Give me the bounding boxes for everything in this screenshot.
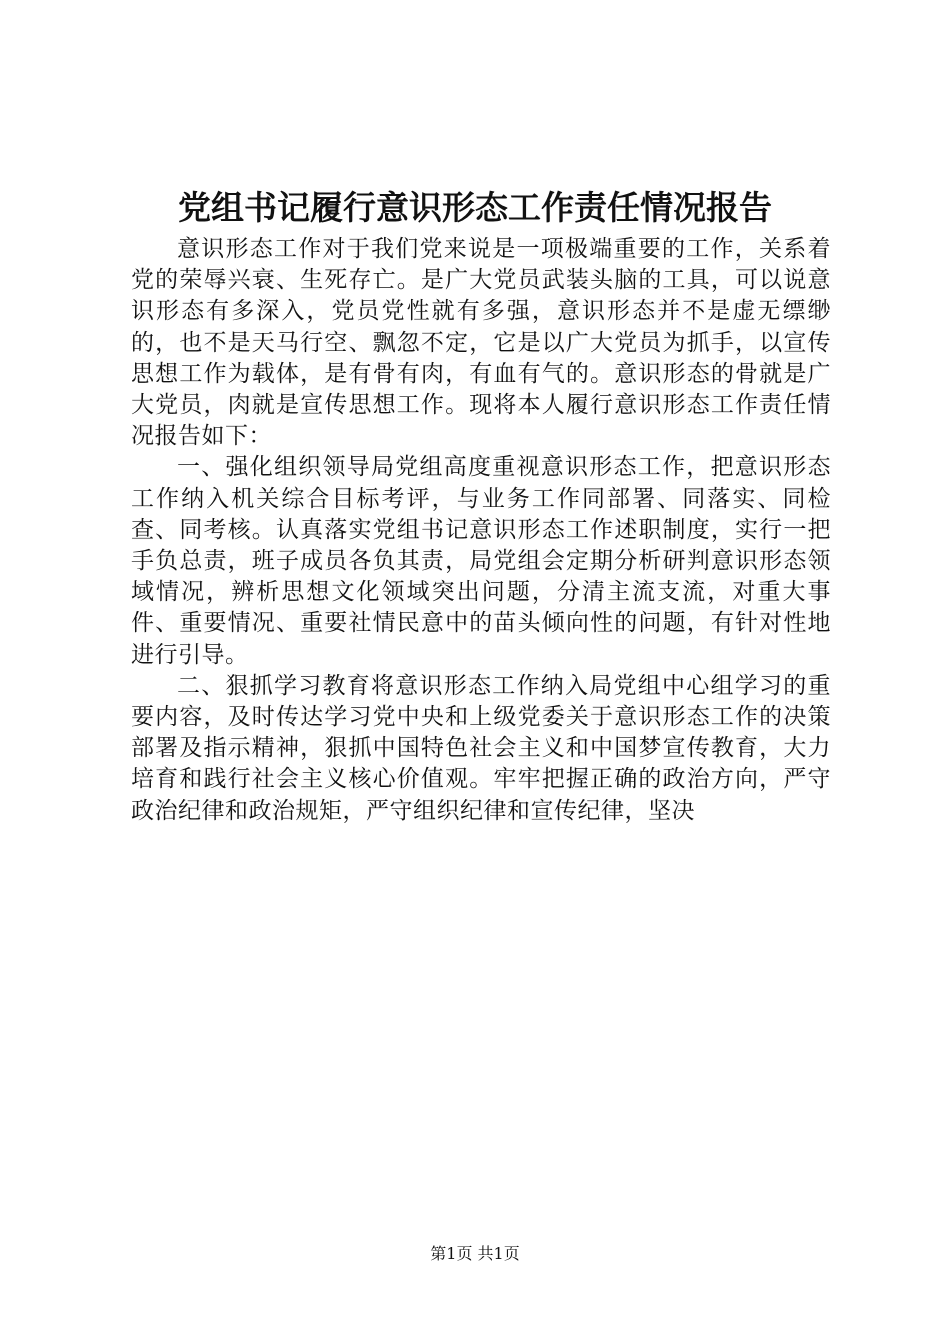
paragraph-section-2: 二、狠抓学习教育将意识形态工作纳入局党组中心组学习的重要内容，及时传达学习党中央和上级党委关于意识形态工作的决策部署及指示精神，狠抓中国特色社会主义和中国梦宣传教育，大力培育和践行社会主义核心价值观。牢牢把握正确的政治方向，严守政治纪律和政治规矩，严守组织纪律和宣传纪律，坚决	[131, 672, 831, 824]
paragraph-intro: 意识形态工作对于我们党来说是一项极端重要的工作，关系着党的荣辱兴衰、生死存亡。是广大党员武装头脑的工具，可以说意识形态有多深入，党员党性就有多强，意识形态并不是虚无缥缈的，也不是天马行空、飘忽不定，它是以广大党员为抓手，以宣传思想工作为载体，是有骨有肉，有血有气的。意识形态的骨就是广大党员，肉就是宣传思想工作。现将本人履行意识形态工作责任情况报告如下：	[131, 236, 831, 450]
document-body	[131, 234, 831, 827]
paragraph-section-1: 一、强化组织领导局党组高度重视意识形态工作，把意识形态工作纳入机关综合目标考评，与业务工作同部署、同落实、同检查、同考核。认真落实党组书记意识形态工作述职制度，实行一把手负总责，班子成员各负其责，局党组会定期分析研判意识形态领域情况，辨析思想文化领域突出问题，分清主流支流，对重大事件、重要情况、重要社情民意中的苗头倾向性的问题，有针对性地进行引导。	[131, 454, 831, 668]
page-footer: 第1页 共1页	[430, 1244, 520, 1263]
document-title: 党组书记履行意识形态工作责任情况报告	[178, 188, 772, 227]
